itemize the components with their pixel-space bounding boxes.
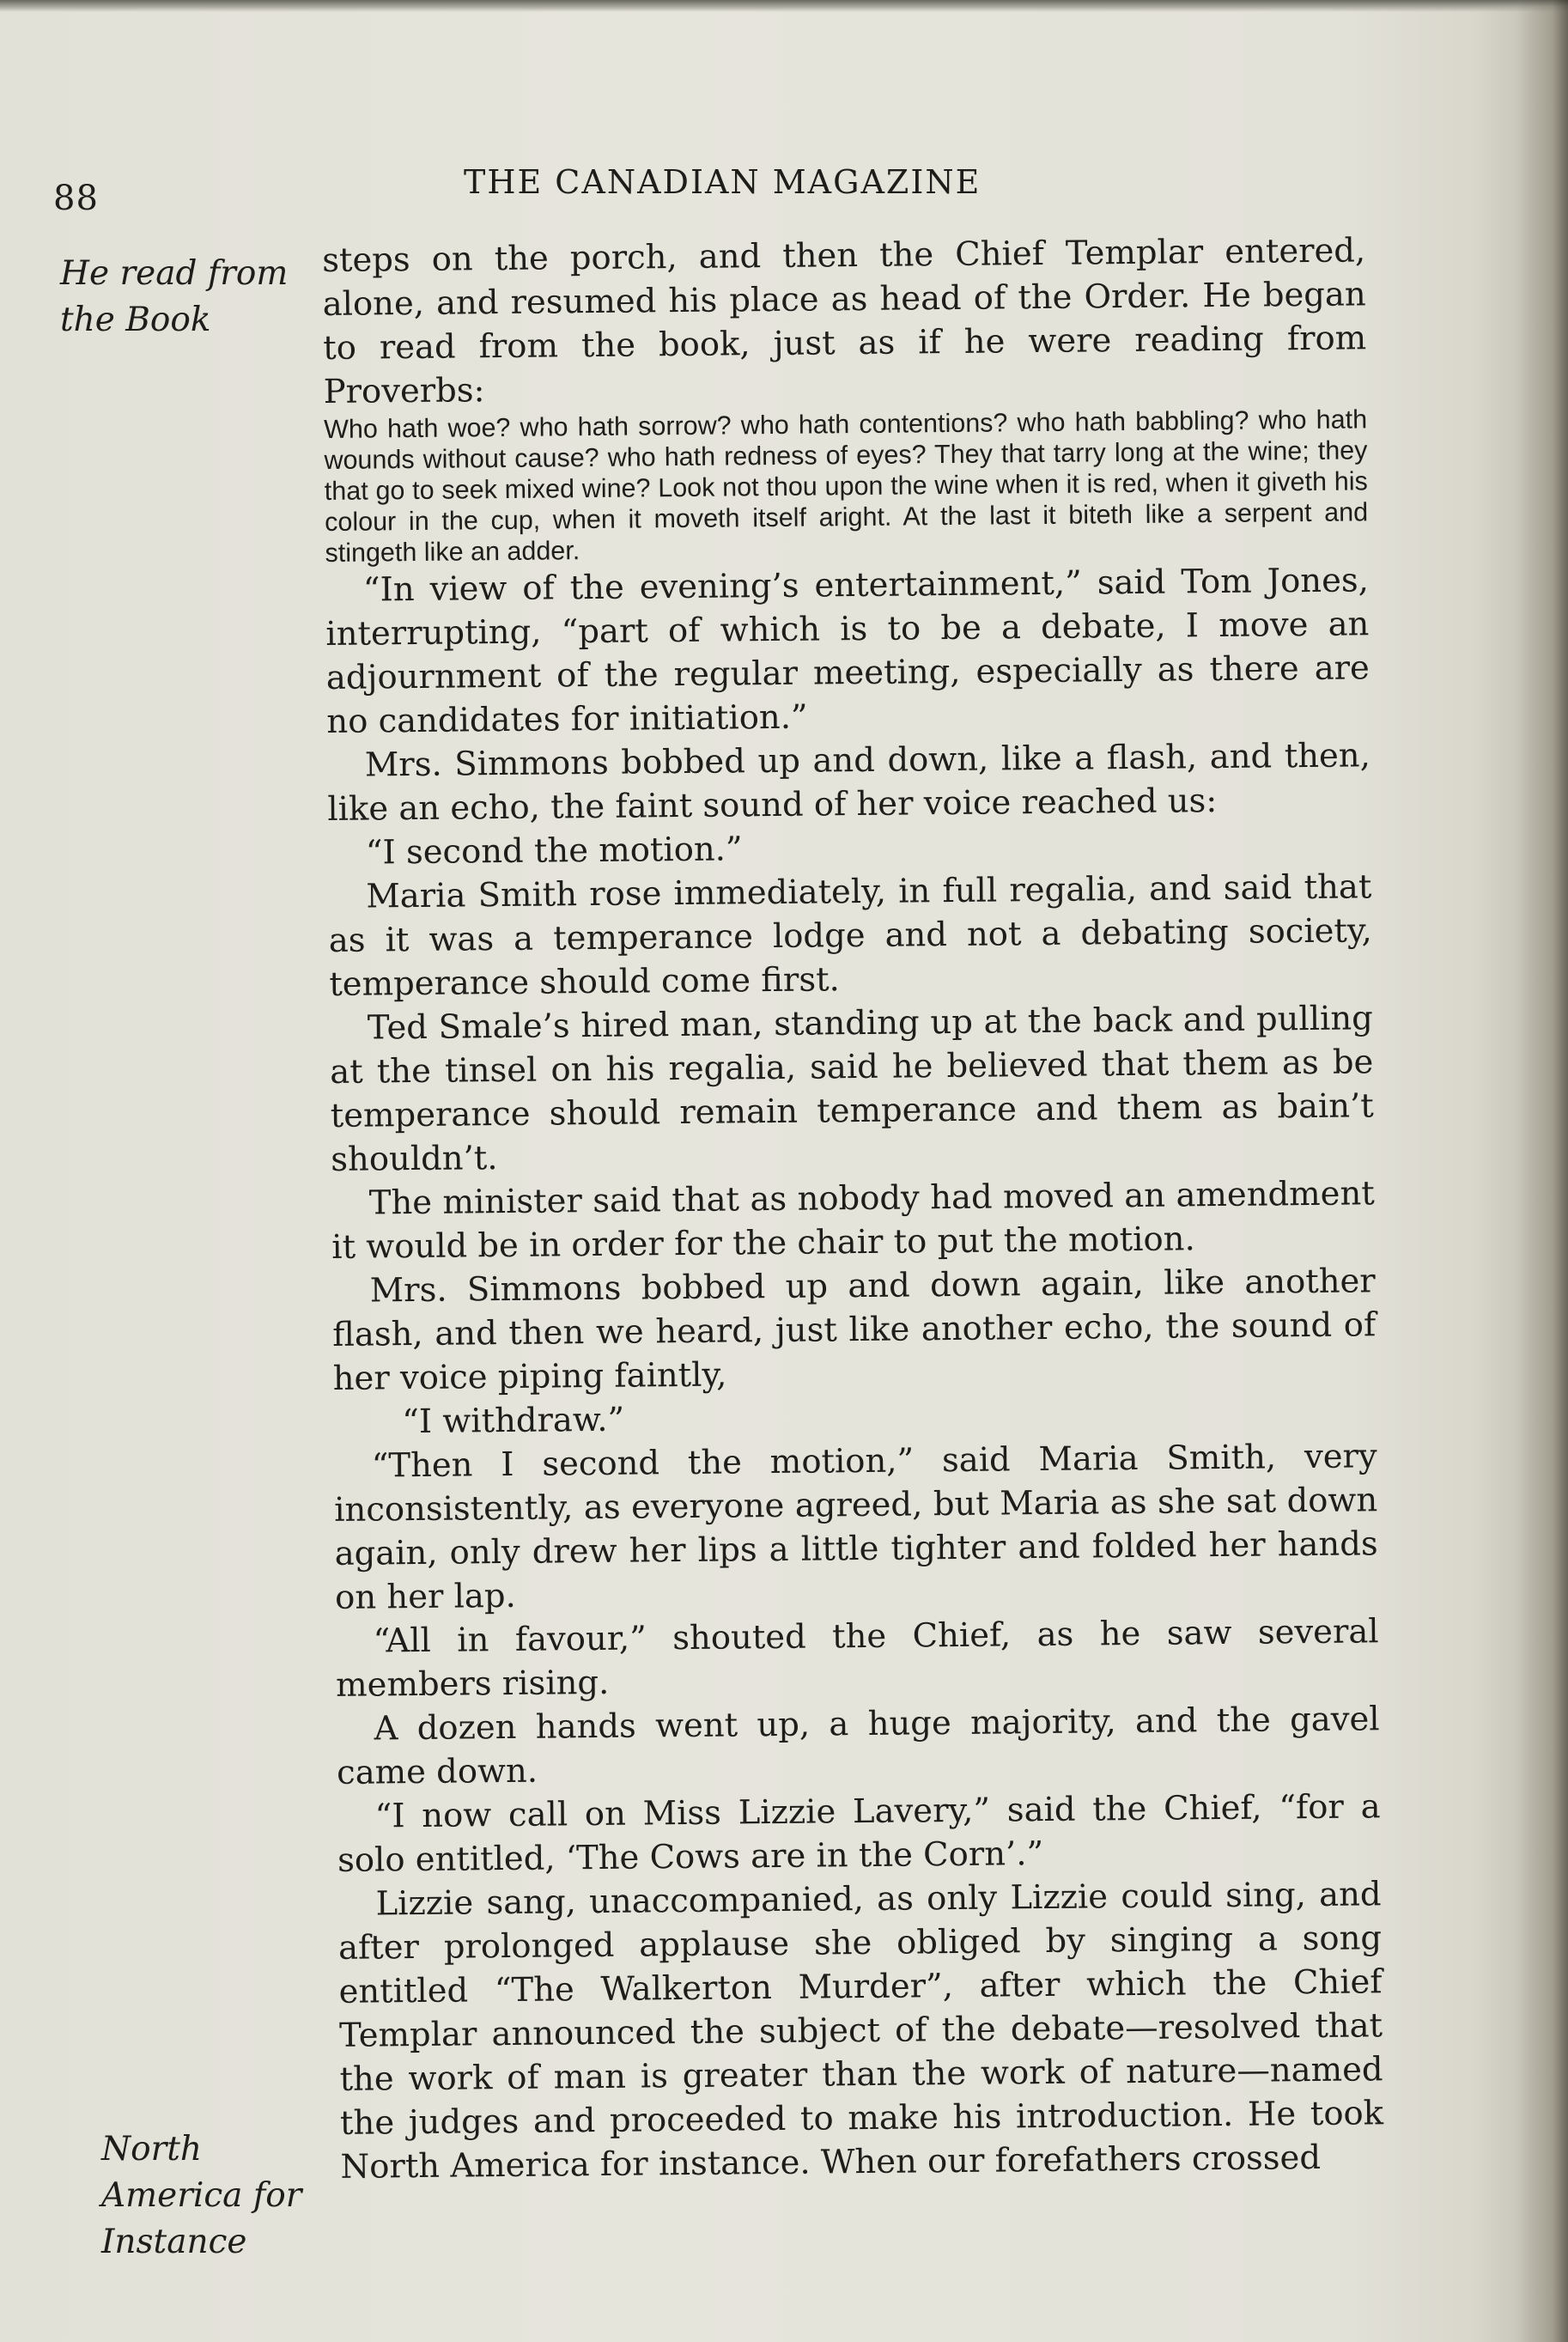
paragraph: “Then I second the motion,” said Maria Smith, very inconsistently, as everyone agreed, but Maria as she sat down again, only drew her lips a little tighter and folded her hands on her lap.	[333, 1437, 1378, 1617]
paragraph: “All in favour,” shouted the Chief, as he saw several members rising.	[335, 1612, 1379, 1705]
page-gutter-shadow	[1516, 0, 1568, 2342]
paragraph: Mrs. Simmons bobbed up and down again, like another flash, and then we heard, just like another echo, the sound of her voice piping faintly,	[332, 1262, 1377, 1398]
paragraph: steps on the porch, and then the Chief Templar entered, alone, and resumed his place as head of the Order. He began to read from the book, just as if he were reading from Proverbs:	[322, 231, 1367, 411]
paragraph: “I now call on Miss Lizzie Lavery,” said the Chief, “for a solo entitled, ‘The Cows are in the Corn’.”	[337, 1787, 1381, 1880]
sidenote-line: America for	[101, 2176, 302, 2215]
sidenote-he-read-from-the-book	[60, 251, 288, 344]
paragraph: “I second the motion.”	[365, 830, 743, 873]
paragraph: A dozen hands went up, a huge majority, and the gavel came down.	[336, 1700, 1380, 1792]
paragraph: The minister said that as nobody had moved an amendment it would be in order for the chair to put the motion.	[331, 1174, 1375, 1267]
paragraph: Maria Smith rose immediately, in full regalia, and said that as it was a temperance lodge and not a debating society, temperance should come first.	[328, 867, 1373, 1004]
sidenote-line: Instance	[101, 2223, 247, 2261]
sidenote-line: the Book	[60, 301, 211, 339]
sidenote-north-america-for-instance	[101, 2126, 301, 2266]
running-title: THE CANADIAN MAGAZINE	[464, 163, 982, 201]
sidenote-line: He read from	[60, 254, 289, 293]
quoted-excerpt: Who hath woe? who hath sorrow? who hath contentions? who hath babbling? who hath wounds without cause? who hath redness of eyes? They that tarry long at the wine; they that go to seek mixed wine? Look not thou upon the wine when it is red, when it giveth his colour in the cup, when it moveth itself aright. At the last it biteth like a serpent and stingeth like an adder.	[323, 405, 1369, 568]
page-top-edge	[0, 0, 1568, 12]
page-number: 88	[53, 179, 99, 218]
paragraph: Lizzie sang, unaccompanied, as only Lizzie could sing, and after prolonged applause she obliged by singing a song entitled “The Walkerton Murder”, after which the Chief Templar announced the subject of the debate—resolved that the work of man is greater than the work of nature—named the judges and proceeded to make his introduction. He took North America for instance. When our forefathers crossed	[337, 1875, 1384, 2187]
sidenote-line: North	[101, 2130, 203, 2169]
paragraph: Mrs. Simmons bobbed up and down, like a flash, and then, like an echo, the faint sound of her voice reached us:	[327, 736, 1371, 829]
paragraph: “In view of the evening’s entertainment,” said Tom Jones, interrupting, “part of which is to be a debate, I move an adjournment of the regular meeting, especially as there are no candidates for initiation.”	[325, 561, 1370, 741]
body-text	[322, 228, 1384, 2189]
paragraph: “I withdraw.”	[402, 1400, 625, 1442]
paragraph: Ted Smale’s hired man, standing up at the back and pulling at the tinsel on his regalia, said he believed that them as be temperance should remain temperance and them as bain’t shouldn’t.	[330, 999, 1374, 1179]
